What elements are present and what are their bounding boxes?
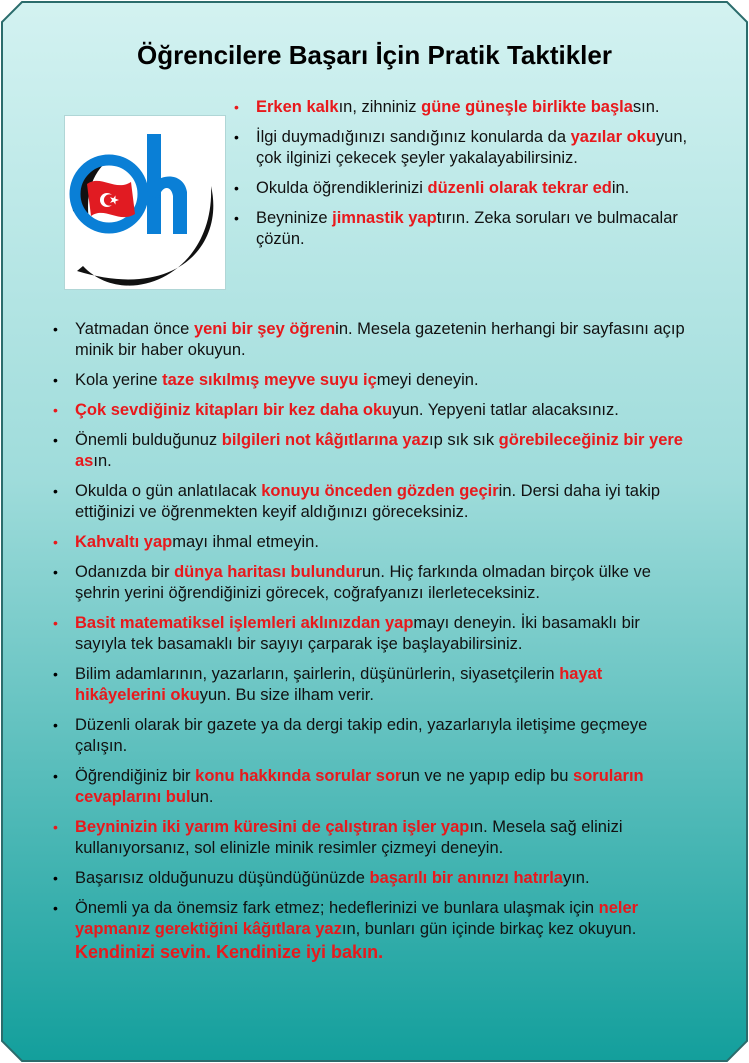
list-item: • İlgi duymadığınızı sandığınız konularda da yazılar okuyun, çok ilginizi çekecek şeyler yakalayabilirsiniz. xyxy=(256,127,696,169)
list-item: • Öğrendiğiniz bir konu hakkında sorular sorun ve ne yapıp edip bu soruların cevaplarını bulun. xyxy=(75,766,695,808)
closing-message: Kendinizi sevin. Kendinize iyi bakın. xyxy=(75,942,384,962)
list-item: • Bilim adamlarının, yazarların, şairlerin, düşünürlerin, siyasetçilerin hayat hikâyelerini okuyun. Bu size ilham verir. xyxy=(75,664,695,706)
list-item: • Önemli ya da önemsiz fark etmez; hedeflerinizi ve bunlara ulaşmak için neler yapmanız gerektiğini kâğıtlara yazın, bunları gün içinde birkaç kez okuyun. Kendinizi sevin. Kendinize iyi bakın. xyxy=(75,898,695,963)
list-item: • Okulda öğrendiklerinizi düzenli olarak tekrar edin. xyxy=(256,178,696,199)
logo xyxy=(64,115,226,290)
list-item: • Başarısız olduğunuzu düşündüğünüzde başarılı bir anınızı hatırlayın. xyxy=(75,868,695,889)
list-item: • Düzenli olarak bir gazete ya da dergi takip edin, yazarlarıyla iletişime geçmeye çalışın. xyxy=(75,715,695,757)
list-item: • Basit matematiksel işlemleri aklınızdan yapmayı deneyin. İki basamaklı bir sayıyla tek basamaklı bir sayıyı çarparak işe başlayabilirsiniz. xyxy=(75,613,695,655)
page-title: Öğrencilere Başarı İçin Pratik Taktikler xyxy=(137,40,612,70)
list-item: • Erken kalkın, zihniniz güne güneşle birlikte başlasın. xyxy=(256,97,696,118)
list-item: • Kola yerine taze sıkılmış meyve suyu içmeyi deneyin. xyxy=(75,370,695,391)
list-item: • Yatmadan önce yeni bir şey öğrenin. Mesela gazetenin herhangi bir sayfasını açıp minik bir haber okuyun. xyxy=(75,319,695,361)
list-item: • Okulda o gün anlatılacak konuyu önceden gözden geçirin. Dersi daha iyi takip ettiğinizi ve öğrenmekten keyif aldığınızı göreceksiniz. xyxy=(75,481,695,523)
turkish-flag-icon xyxy=(87,181,135,217)
list-item: • Önemli bulduğunuz bilgileri not kâğıtlarına yazıp sık sık görebileceğiniz bir yere asın. xyxy=(75,430,695,472)
list-item: • Çok sevdiğiniz kitapları bir kez daha okuyun. Yepyeni tatlar alacaksınız. xyxy=(75,400,695,421)
top-tips-list xyxy=(256,97,696,259)
list-item: • Odanızda bir dünya haritası bulundurun. Hiç farkında olmadan birçok ülke ve şehrin yerini öğrendiğinizi görecek, coğrafyanızı ilerleteceksiniz. xyxy=(75,562,695,604)
list-item: • Beyninizin iki yarım küresini de çalıştıran işler yapın. Mesela sağ elinizi kullanıyorsanız, sol elinizle minik resimler çizmeyi deneyin. xyxy=(75,817,695,859)
main-tips-list xyxy=(75,319,695,972)
oh-logo-icon xyxy=(65,116,225,289)
list-item: • Beyninize jimnastik yaptırın. Zeka soruları ve bulmacalar çözün. xyxy=(256,208,696,250)
list-item: • Kahvaltı yapmayı ihmal etmeyin. xyxy=(75,532,695,553)
